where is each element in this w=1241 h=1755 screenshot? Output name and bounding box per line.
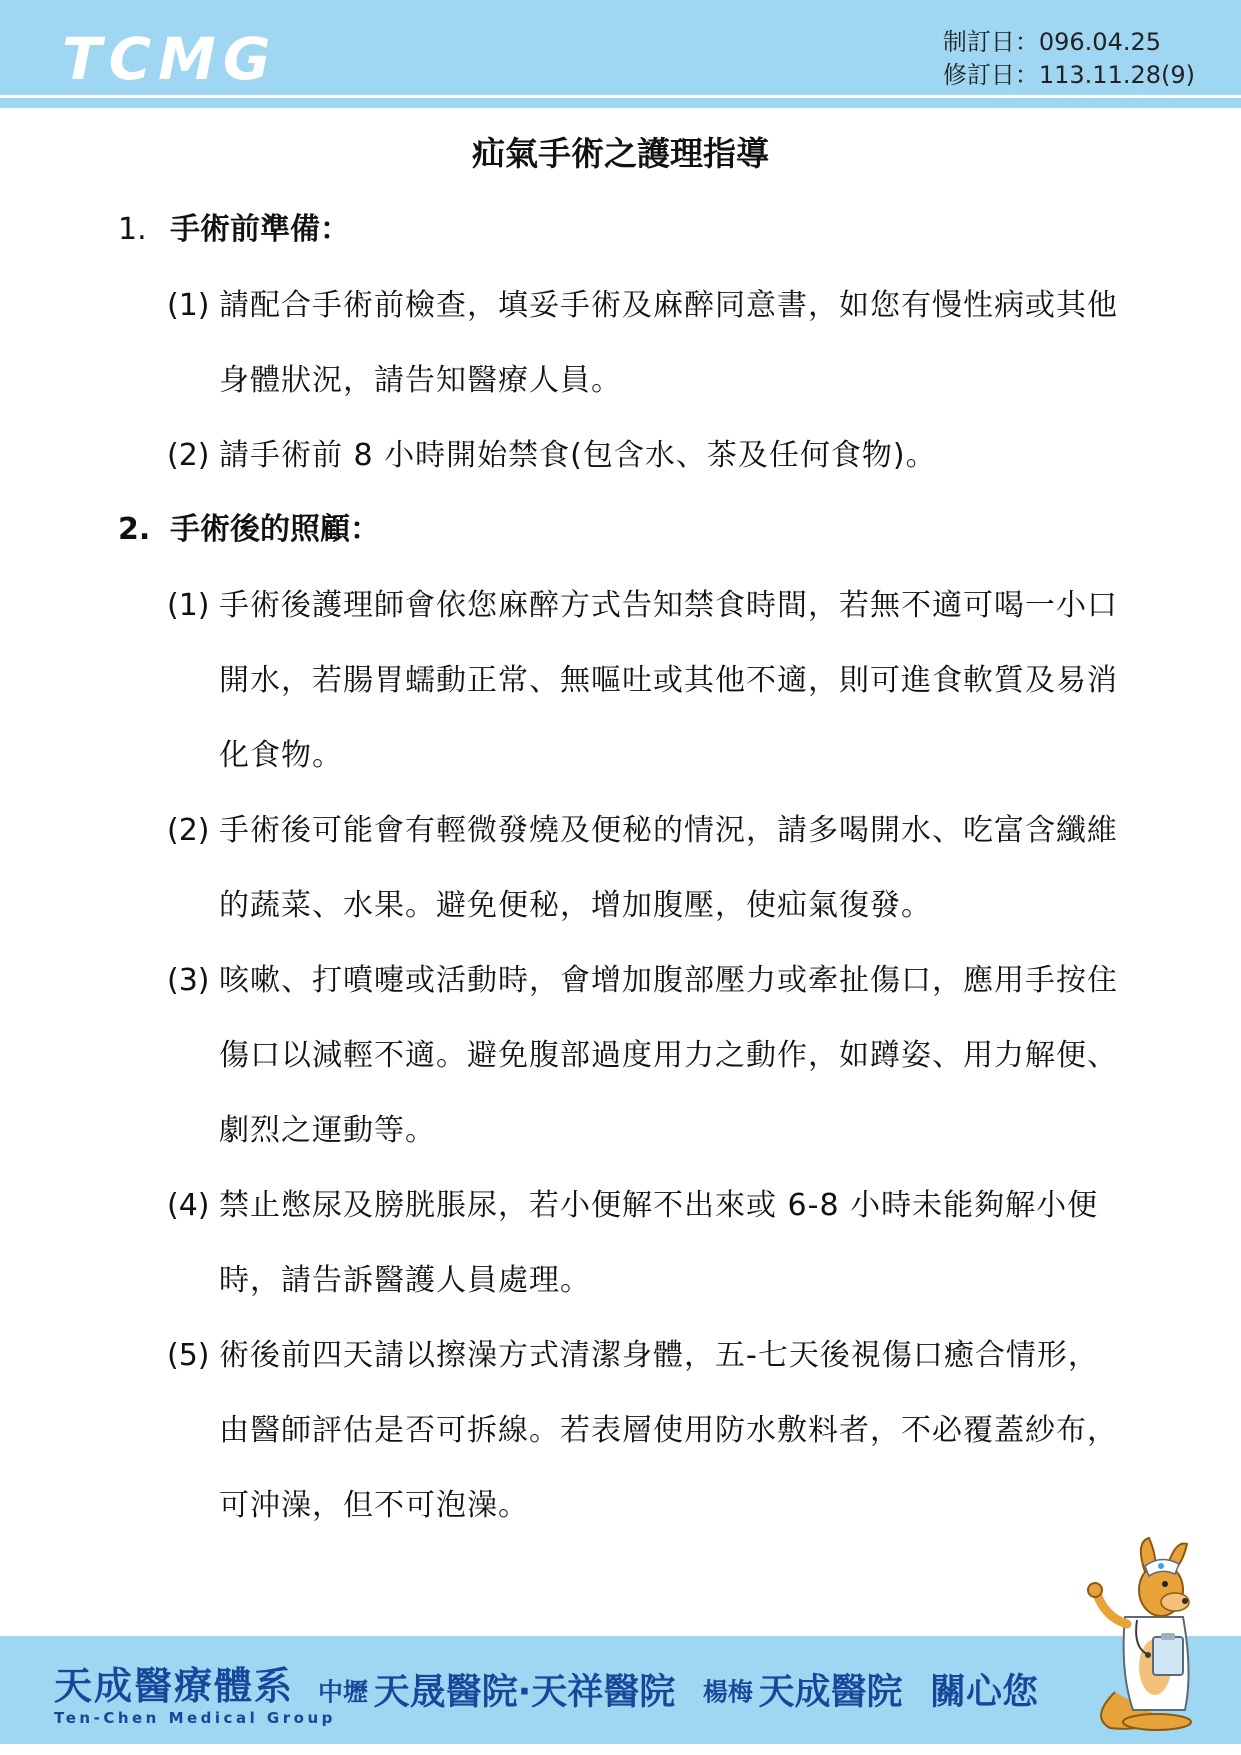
- item-marker: (1): [167, 288, 210, 323]
- location-label: 中壢: [318, 1677, 369, 1707]
- item-marker: (1): [167, 588, 210, 623]
- document-dates: [943, 26, 1195, 92]
- section-number: 1.: [118, 212, 147, 247]
- footer-hospitals: [318, 1672, 1038, 1713]
- section-heading-postop: [118, 506, 380, 554]
- list-item: [167, 268, 1127, 418]
- enacted-date: 制訂日：096.04.25: [942, 28, 1162, 56]
- section-heading-preop: [118, 206, 350, 254]
- brand-name-en: Ten-Chen Medical Group: [54, 1709, 336, 1727]
- footer-slogan: 關心您: [930, 1671, 1039, 1713]
- hospital-names: 天成醫院: [758, 1671, 903, 1713]
- footer-brand: [54, 1664, 336, 1727]
- item-marker: (4): [167, 1188, 210, 1223]
- hospital-names: 天晟醫院·天祥醫院: [373, 1671, 676, 1713]
- list-item: [167, 418, 1127, 493]
- item-marker: (2): [167, 438, 210, 473]
- document-title: 疝氣手術之護理指導: [472, 134, 769, 173]
- section-number: 2.: [118, 512, 151, 547]
- item-text: 禁止憋尿及膀胱脹尿，若小便解不出來或 6-8 小時未能夠解小便時，請告訴醫護人員處理。: [219, 1188, 1099, 1298]
- header-rule: [0, 98, 1241, 108]
- list-item: [167, 1318, 1127, 1543]
- location-label: 楊梅: [702, 1677, 753, 1707]
- item-text: 手術後可能會有輕微發燒及便秘的情況，請多喝開水、吃富含纖維的蔬菜、水果。避免便秘，增加腹壓，使疝氣復發。: [219, 813, 1118, 923]
- list-item: [167, 568, 1127, 793]
- section-title: 手術後的照顧：: [170, 512, 380, 547]
- item-text: 請手術前 8 小時開始禁食(包含水、茶及任何食物)。: [219, 438, 937, 473]
- tcmg-logo: TCMG: [62, 25, 278, 93]
- item-text: 咳嗽、打噴嚏或活動時，會增加腹部壓力或牽扯傷口，應用手按住傷口以減輕不適。避免腹部過度用力之動作，如蹲姿、用力解便、劇烈之運動等。: [219, 963, 1118, 1148]
- item-text: 術後前四天請以擦澡方式清潔身體，五-七天後視傷口癒合情形，由醫師評估是否可拆線。若表層使用防水敷料者，不必覆蓋紗布，可沖澡，但不可泡澡。: [219, 1338, 1118, 1523]
- revised-date: 修訂日：113.11.28(9): [942, 61, 1195, 89]
- list-item: [167, 943, 1127, 1168]
- list-item: [167, 793, 1127, 943]
- kangaroo-nurse-mascot-icon: [1075, 1532, 1225, 1732]
- brand-name-zh: 天成醫療體系: [54, 1664, 295, 1708]
- item-marker: (2): [167, 813, 210, 848]
- item-text: 請配合手術前檢查，填妥手術及麻醉同意書，如您有慢性病或其他身體狀況，請告知醫療人員。: [219, 288, 1118, 398]
- section-title: 手術前準備：: [170, 212, 350, 247]
- item-text: 手術後護理師會依您麻醉方式告知禁食時間，若無不適可喝一小口開水，若腸胃蠕動正常、無嘔吐或其他不適，則可進食軟質及易消化食物。: [219, 588, 1118, 773]
- item-marker: (5): [167, 1338, 210, 1373]
- item-marker: (3): [167, 963, 210, 998]
- list-item: [167, 1168, 1127, 1318]
